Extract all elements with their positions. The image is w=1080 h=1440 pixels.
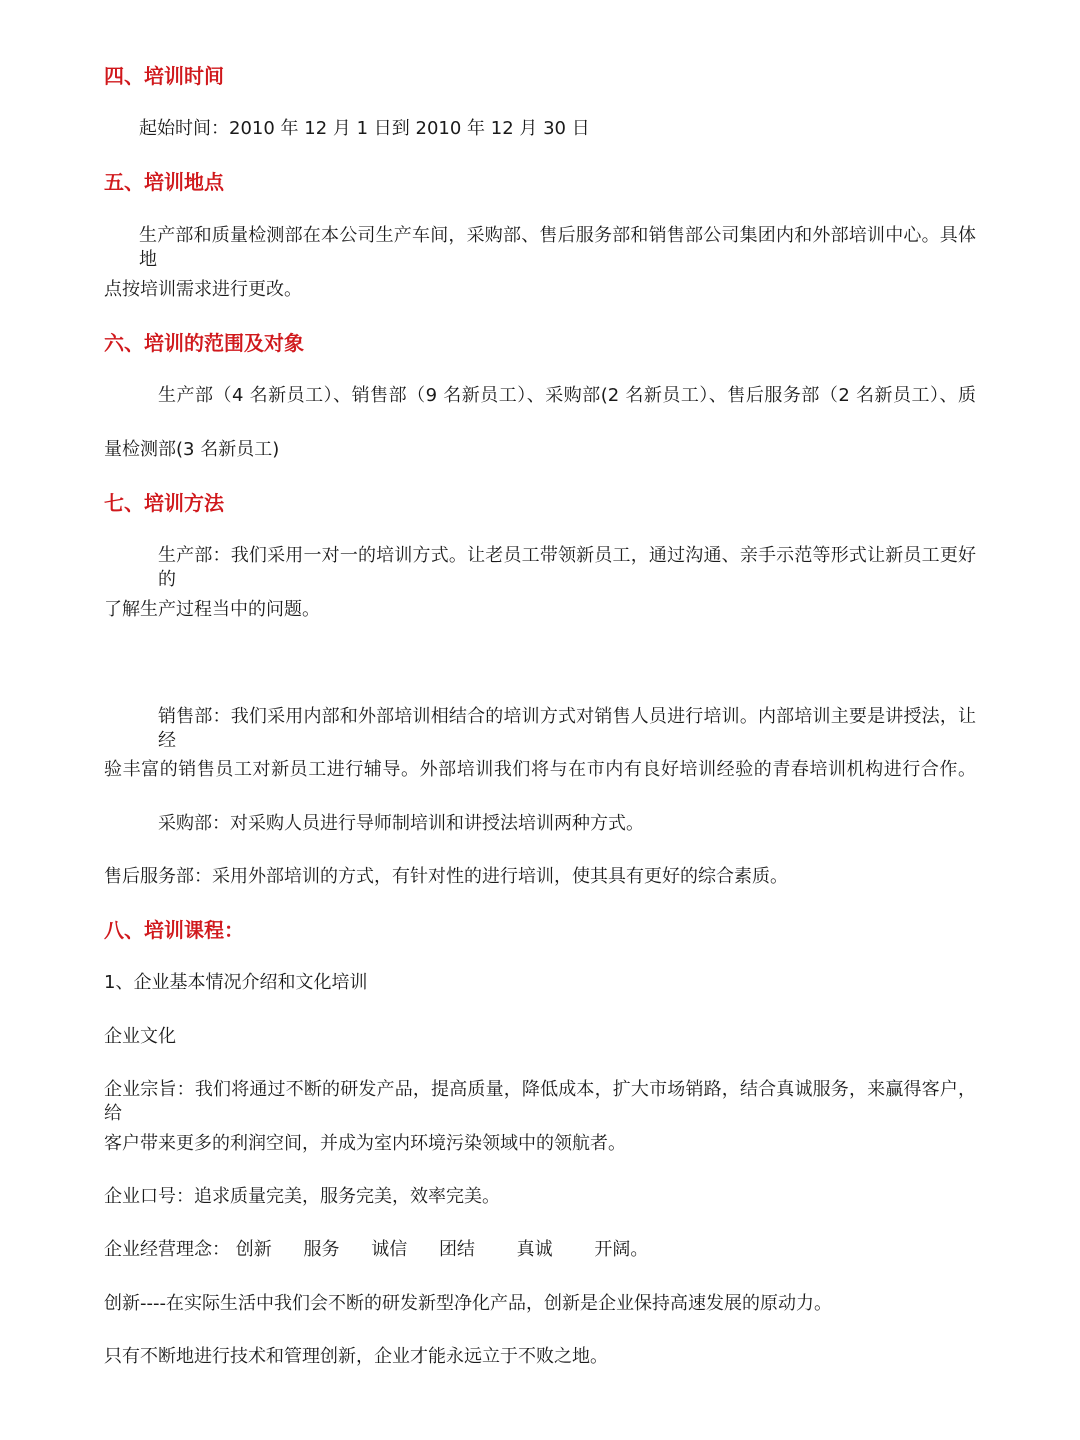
paragraph-line: 量检测部(3 名新员工) — [104, 439, 280, 460]
paragraph-line: 企业口号：追求质量完美，服务完美，效率完美。 — [104, 1186, 500, 1207]
philosophy-value: 开阔。 — [594, 1239, 649, 1260]
paragraph-line: 生产部：我们采用一对一的培训方式。让老员工带领新员工，通过沟通、亲手示范等形式让新员工更好的 — [158, 545, 976, 590]
philosophy-value: 团结 — [438, 1239, 475, 1260]
paragraph-line: 企业文化 — [104, 1026, 176, 1047]
paragraph-line: 生产部和质量检测部在本公司生产车间，采购部、售后服务部和销售部公司集团内和外部培训中心。具体地 — [139, 225, 976, 270]
philosophy-value: 诚信 — [371, 1239, 408, 1260]
section-heading-training-method: 七、培训方法 — [104, 491, 224, 515]
philosophy-value: 创新 — [235, 1239, 272, 1260]
section-heading-training-time: 四、培训时间 — [104, 64, 224, 88]
paragraph-line: 售后服务部：采用外部培训的方式，有针对性的进行培训，使其具有更好的综合素质。 — [104, 866, 788, 887]
paragraph-line: 客户带来更多的利润空间，并成为室内环境污染领域中的领航者。 — [104, 1133, 626, 1154]
paragraph-line: 验丰富的销售员工对新员工进行辅导。外部培训我们将与在市内有良好培训经验的青春培训机构进行合作。 — [104, 759, 976, 780]
philosophy-value: 服务 — [303, 1239, 340, 1260]
paragraph-line: 起始时间：2010 年 12 月 1 日到 2010 年 12 月 30 日 — [139, 118, 590, 139]
paragraph-line: 生产部（4 名新员工）、销售部（9 名新员工）、采购部(2 名新员工）、售后服务部（2 名新员工）、质 — [158, 385, 976, 406]
section-heading-training-courses: 八、培训课程： — [104, 918, 244, 942]
paragraph-line: 采购部：对采购人员进行导师制培训和讲授法培训两种方式。 — [158, 813, 644, 834]
philosophy-value: 真诚 — [516, 1239, 553, 1260]
business-philosophy-line — [104, 1238, 976, 1262]
section-heading-training-scope: 六、培训的范围及对象 — [104, 331, 304, 355]
paragraph-line: 销售部：我们采用内部和外部培训相结合的培训方式对销售人员进行培训。内部培训主要是讲授法，让经 — [158, 706, 976, 751]
paragraph-line: 创新----在实际生活中我们会不断的研发新型净化产品，创新是企业保持高速发展的原动力。 — [104, 1293, 832, 1314]
paragraph-line: 只有不断地进行技术和管理创新，企业才能永远立于不败之地。 — [104, 1346, 608, 1367]
paragraph-line: 了解生产过程当中的问题。 — [104, 599, 320, 620]
section-heading-training-location: 五、培训地点 — [104, 170, 224, 194]
paragraph-line: 企业宗旨：我们将通过不断的研发产品，提高质量，降低成本，扩大市场销路，结合真诚服务，来赢得客户，给 — [104, 1079, 976, 1124]
paragraph-line: 1、企业基本情况介绍和文化培训 — [104, 972, 368, 993]
paragraph-line: 点按培训需求进行更改。 — [104, 279, 302, 300]
business-philosophy-label: 企业经营理念： — [104, 1239, 230, 1260]
